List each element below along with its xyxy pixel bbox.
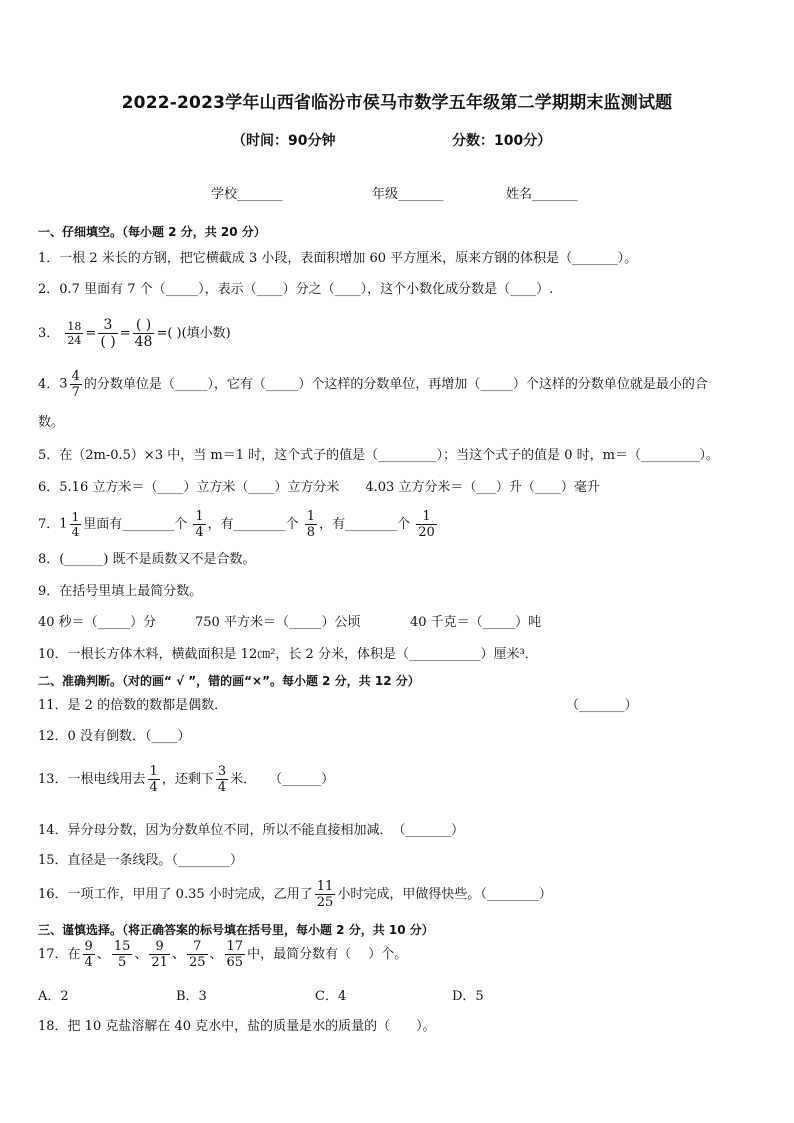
mixed-number: 1 $\frac{1}{4}$ — [59, 510, 80, 539]
fraction: $\frac{( )}{48}$ — [134, 317, 153, 350]
question-9b: 750 平方米＝（_____）公顷 — [195, 615, 361, 630]
question-8: 8．(______) 既不是质数又不是合数。 — [38, 552, 256, 567]
school-field: 学校_______ — [211, 187, 283, 202]
option-c: C．4 — [315, 989, 347, 1004]
question-4: 4．3 $\frac{4}{7}$ 的分数单位是（_____），它有（_____）个这样的分数单位，再增加（_____）个这样的分数单位就是最小的合 — [38, 369, 708, 400]
question-17: 17．在 $\frac{9}{4}$ 、 $\frac{15}{5}$ 、 $\frac{9}{21}$ 、 $\frac{7}{25}$ 、 $\frac{17}{65}$ 中，最简分数有（ ）个。 — [38, 939, 408, 970]
question-12: 12．0 没有倒数．（____） — [38, 729, 191, 744]
question-18: 18．把 10 克盐溶解在 40 克水中，盐的质量是水的质量的（ ）。 — [38, 1019, 436, 1034]
section-2-heading: 二、准确判断。（对的画“ √ ”，错的画“×”。每小题 2 分，共 12 分） — [38, 674, 420, 688]
fraction: $\frac{1}{4}$ — [149, 764, 158, 795]
section-1-heading: 一、仔细填空。（每小题 2 分，共 20 分） — [38, 225, 266, 239]
option-a: A．2 — [38, 989, 69, 1004]
fraction: $\frac{1}{8}$ — [306, 509, 316, 540]
question-14: 14．异分母分数，因为分数单位不同，所以不能直接相加减． （_______） — [38, 823, 465, 838]
fraction: $\frac{17}{65}$ — [226, 939, 244, 970]
question-6: 6．5.16 立方米＝（____）立方米（____）立方分米 4.03 立方分米＝（___）升（____）毫升 — [38, 480, 600, 495]
question-9a: 40 秒＝（_____）分 — [38, 615, 157, 630]
name-field: 姓名_______ — [506, 187, 578, 202]
fraction: $\frac{7}{25}$ — [188, 939, 206, 970]
question-4-continued: 数。 — [38, 415, 65, 430]
question-11: 11．是 2 的倍数的数都是偶数． — [38, 698, 228, 713]
question-15: 15．直径是一条线段。（________） — [38, 853, 244, 868]
fraction: $\frac{11}{25}$ — [316, 879, 334, 910]
fraction: $\frac{15}{5}$ — [113, 939, 131, 970]
question-13: 13．一根电线用去 $\frac{1}{4}$ ，还剩下 $\frac{3}{4}$ 米． （______） — [38, 764, 335, 795]
fraction: $\frac{1}{20}$ — [418, 509, 435, 540]
page-title: 2022-2023学年山西省临汾市侯马市数学五年级第二学期期末监测试题 — [121, 93, 673, 113]
question-3-tail: =( )(填小数) — [156, 326, 231, 341]
question-16: 16．一项工作，甲用了 0.35 小时完成，乙用了 $\frac{11}{25}$ 小时完成，甲做得快些。（________） — [38, 879, 552, 910]
fraction: $\frac{9}{4}$ — [84, 939, 93, 970]
question-9c: 40 千克＝（_____）吨 — [410, 615, 542, 630]
option-b: B．3 — [176, 989, 207, 1004]
fraction: $\frac{1}{4}$ — [195, 509, 204, 540]
question-2: 2．0.7 里面有 7 个（_____），表示（____）分之（____），这个小数化成分数是（____）. — [38, 282, 554, 297]
fraction: $\frac{18}{24}$ — [67, 320, 82, 347]
question-11-answer: （_______） — [566, 698, 638, 713]
question-1: 1．一根 2 米长的方钢，把它横截成 3 小段，表面积增加 60 平方厘米，原来方钢的体积是（_______）。 — [38, 251, 638, 266]
section-3-heading: 三、谨慎选择。（将正确答案的标号填在括号里，每小题 2 分，共 10 分） — [38, 923, 434, 937]
question-9: 9．在括号里填上最简分数。 — [38, 584, 203, 599]
question-3-number: 3． — [38, 326, 60, 341]
exam-score: 分数：100分） — [452, 133, 552, 149]
fraction: $\frac{9}{21}$ — [151, 939, 168, 970]
option-d: D．5 — [452, 989, 484, 1004]
fraction: $\frac{3}{4}$ — [217, 764, 227, 795]
question-10: 10．一根长方体木料，横截面积是 12㎝²，长 2 分米，体积是（___________）厘米³． — [38, 647, 538, 662]
exam-time: （时间：90分钟 — [232, 133, 336, 149]
question-5: 5．在（2m-0.5）×3 中，当 m＝1 时，这个式子的值是（_________）；当这个式子的值是 0 时，m＝（_________）。 — [38, 448, 719, 463]
fraction: $\frac{3}{( )}$ — [100, 317, 116, 350]
grade-field: 年级_______ — [372, 187, 444, 202]
question-7: 7．1 $\frac{1}{4}$ 里面有________个 $\frac{1}{4}$ ，有________个 $\frac{1}{8}$ ，有________个 $\frac{1}{20}$ — [38, 509, 435, 540]
question-3: 3． $\frac{18}{24}$ = $\frac{3}{( )}$ = $\frac{( )}{48}$ =( )(填小数) — [38, 317, 231, 350]
mixed-number: 3 $\frac{4}{7}$ — [59, 369, 80, 400]
